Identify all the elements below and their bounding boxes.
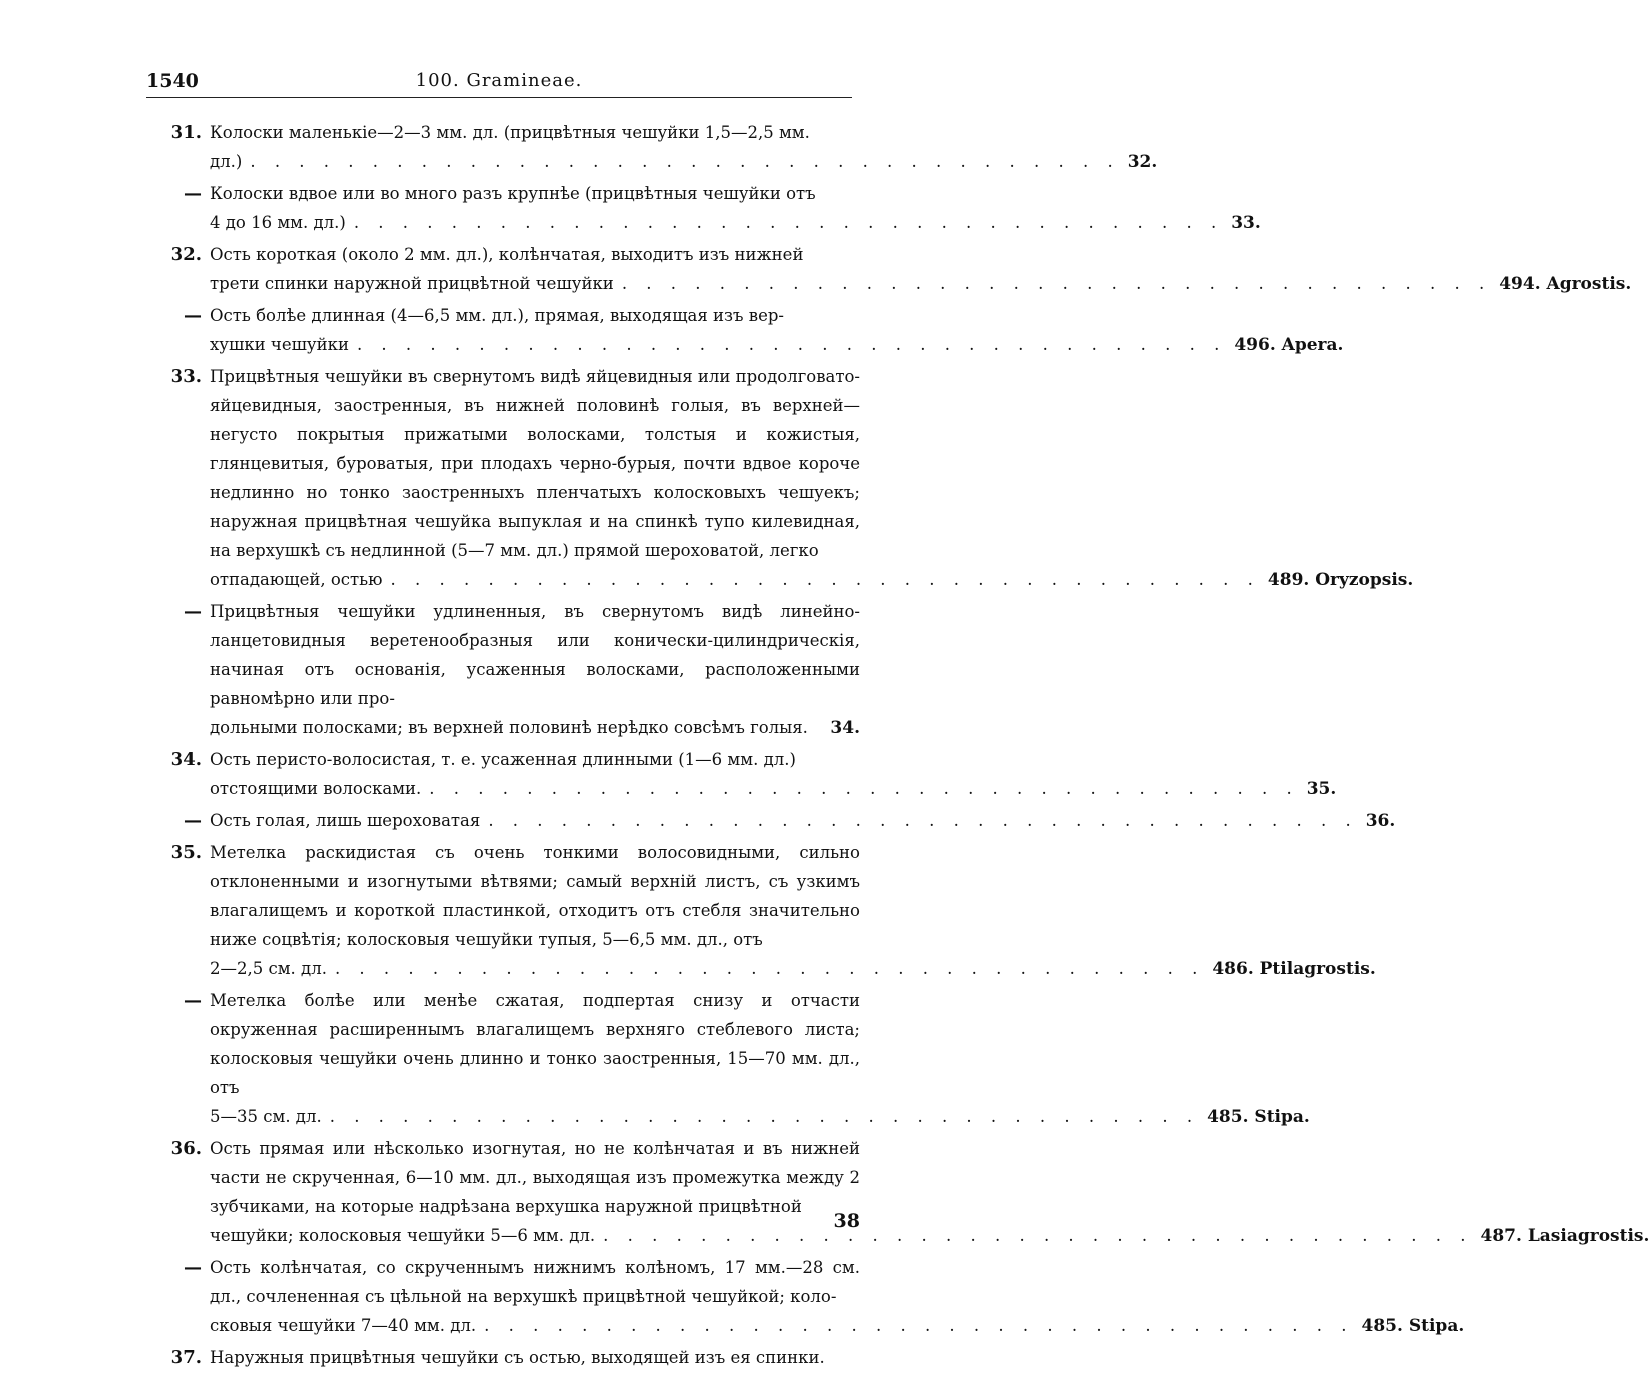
entry-lead-line — [210, 208, 1261, 238]
entry-text: Метелка болѣе или менѣе сжатая, подпертая снизу и отчасти окруженная расширеннымъ влагалищемъ верхняго стеблевого листа; колосковыя чешуйки очень длинно и тонко заостренныя, 15—70 мм. дл., отъ — [210, 991, 860, 1097]
entry-text: Метелка раскидистая съ очень тонкими волосовидными, сильно отклоненными и изогнутыми вѣтвями; самый верхній листъ, съ узкимъ влагалищемъ и короткой пластинкой, отходитъ отъ стебля значительно ниже соцвѣтія; колосковыя чешуйки тупыя, 5—6,5 мм. дл., отъ — [210, 843, 860, 949]
key-entry — [160, 745, 1337, 804]
entry-number: 32. — [170, 244, 202, 265]
entry-reference: 494. Agrostis. — [1499, 274, 1632, 294]
leader-dots: . . . . . . . . . . . . . . . . . . . . . . . . . . . . . . . . . . . . — [603, 1226, 1473, 1245]
entry-last-line: трети спинки наружной прицвѣтной чешуйки — [210, 274, 614, 293]
entry-last-line: сковыя чешуйки 7—40 мм. дл. — [210, 1316, 477, 1335]
entry-lead-line — [210, 565, 1414, 595]
entry-lead-line — [210, 1102, 1310, 1132]
running-title: 100. Gramineae. — [415, 70, 583, 91]
key-entry — [160, 240, 1632, 299]
catchword: 38 — [833, 1210, 860, 1232]
key-entry — [160, 838, 1376, 984]
key-entry — [160, 301, 1344, 360]
entry-number: — — [184, 990, 202, 1011]
leader-dots: . . . . . . . . . . . . . . . . . . . . . . . . . . . . . . . . . . . . — [621, 274, 1492, 293]
entry-text: Ость прямая или нѣсколько изогнутая, но не колѣнчатая и въ нижней части не скрученная, 6—10 мм. дл., выходящая изъ промежутка между 2 зубчиками, на которые надрѣзана верхушка наружной прицвѣтной — [210, 1139, 860, 1216]
key-entry — [160, 179, 1261, 238]
leader-dots: . . . . . . . . . . . . . . . . . . . . . . . . . . . . . . . . . . . . — [488, 811, 1358, 830]
entry-text: Ость колѣнчатая, со скрученнымъ нижнимъ колѣномъ, 17 мм.—28 см. дл., сочлененная съ цѣльной на верхушкѣ прицвѣтной чешуйкой; коло- — [210, 1258, 860, 1306]
entry-reference: 485. Stipa. — [1207, 1107, 1310, 1127]
entry-last-line: Ость голая, лишь шероховатая — [210, 811, 481, 830]
entry-number: — — [184, 1257, 202, 1278]
entry-number: — — [184, 305, 202, 326]
entry-lead-line — [210, 774, 1337, 804]
entry-text: Колоски вдвое или во много разъ крупнѣе (прицвѣтныя чешуйки отъ — [210, 184, 816, 203]
header-rule — [146, 97, 852, 98]
entry-reference: 33. — [1231, 213, 1261, 233]
entry-text: Прицвѣтныя чешуйки въ свернутомъ видѣ яйцевидныя или продолговато-яйцевидныя, заостренныя, въ нижней половинѣ голыя, въ верхней— негусто покрытыя прижатыми волосками, толстыя и кожистыя, глянцевитыя, буроватыя, при плодахъ черно-бурыя, почти вдвое короче недлинно но тонко заостренныхъ пленчатыхъ колосковыхъ чешуекъ; наружная прицвѣтная чешуйка выпуклая и на спинкѣ тупо килевидная, на верхушкѣ съ недлинной (5—7 мм. дл.) прямой шероховатой, легко — [210, 367, 861, 560]
entry-reference: 485. Stipa. — [1361, 1316, 1465, 1336]
entry-number: 36. — [170, 1138, 202, 1159]
leader-dots: . . . . . . . . . . . . . . . . . . . . . . . . . . . . . . . . . . . . — [484, 1316, 1354, 1335]
entry-lead-line — [210, 1221, 1649, 1251]
entry-number: 31. — [170, 122, 202, 143]
entry-last-line: 2—2,5 см. дл. — [210, 959, 327, 978]
entry-last-line: хушки чешуйки — [210, 335, 349, 354]
entry-text: Ость перисто-волосистая, т. е. усаженная длинными (1—6 мм. дл.) — [210, 750, 796, 769]
key-entry — [160, 986, 1310, 1132]
entry-text: Ость короткая (около 2 мм. дл.), колѣнчатая, выходитъ изъ нижней — [210, 245, 804, 264]
entry-reference: 496. Apera. — [1234, 335, 1344, 355]
entry-number: 35. — [170, 842, 202, 863]
entry-reference: 32. — [1127, 152, 1158, 172]
entry-last-line: дольными полосками; въ верхней половинѣ нерѣдко совсѣмъ голыя. — [210, 718, 808, 737]
key-entries — [160, 118, 1649, 1374]
entry-text: Колоски маленькіе—2—3 мм. дл. (прицвѣтныя чешуйки 1,5—2,5 мм. — [210, 123, 810, 142]
leader-dots: . . . . . . . . . . . . . . . . . . . . . . . . . . . . . . . . . . . . — [429, 779, 1299, 798]
entry-lead-line — [210, 330, 1344, 360]
entry-number: — — [184, 810, 202, 831]
entry-reference: 486. Ptilagrostis. — [1212, 959, 1376, 979]
entry-number: — — [184, 183, 202, 204]
key-entry — [160, 597, 860, 743]
entry-last-line: дл.) — [210, 152, 243, 171]
entry-number: 33. — [170, 366, 202, 387]
entry-lead-line — [210, 713, 860, 743]
entry-last-line: отпадающей, остью — [210, 570, 383, 589]
leader-dots: . . . . . . . . . . . . . . . . . . . . . . . . . . . . . . . . . . . . — [250, 152, 1120, 171]
key-entry — [160, 118, 1158, 177]
leader-dots: . . . . . . . . . . . . . . . . . . . . . . . . . . . . . . . . . . . . — [334, 959, 1205, 978]
entry-last-line: отстоящими волосками. — [210, 779, 422, 798]
leader-dots: . . . . . . . . . . . . . . . . . . . . . . . . . . . . . . . . . . . . — [353, 213, 1224, 232]
leader-dots: . . . . . . . . . . . . . . . . . . . . . . . . . . . . . . . . . . . . — [356, 335, 1227, 354]
entry-reference: 489. Oryzopsis. — [1267, 570, 1414, 590]
entry-reference: 36. — [1365, 811, 1396, 831]
entry-number: 37. — [170, 1347, 202, 1368]
entry-reference: 35. — [1306, 779, 1337, 799]
entry-reference: 34. — [830, 718, 860, 738]
entry-lead-line — [210, 1311, 1465, 1341]
entry-last-line: 4 до 16 мм. дл.) — [210, 213, 346, 232]
entry-text: Ость болѣе длинная (4—6,5 мм. дл.), прямая, выходящая изъ вер- — [210, 306, 784, 325]
entry-last-line: чешуйки; колосковыя чешуйки 5—6 мм. дл. — [210, 1226, 596, 1245]
leader-dots: . . . . . . . . . . . . . . . . . . . . . . . . . . . . . . . . . . . . — [390, 570, 1260, 589]
leader-dots: . . . . . . . . . . . . . . . . . . . . . . . . . . . . . . . . . . . . — [329, 1107, 1200, 1126]
page-number: 1540 — [146, 70, 199, 92]
key-entry — [160, 806, 1396, 836]
entry-last-line: 5—35 см. дл. — [210, 1107, 322, 1126]
key-entry — [160, 1134, 1649, 1251]
entry-reference: 487. Lasiagrostis. — [1480, 1226, 1649, 1246]
entry-lead-line — [210, 954, 1376, 984]
key-entry — [160, 1343, 860, 1372]
entry-lead-line — [210, 806, 1396, 836]
running-header — [146, 70, 852, 96]
entry-lead-line — [210, 147, 1158, 177]
key-entry — [160, 1253, 1465, 1341]
entry-lead-line — [210, 269, 1632, 299]
entry-number: 34. — [170, 749, 202, 770]
entry-text: Наружныя прицвѣтныя чешуйки съ остью, выходящей изъ ея спинки. — [210, 1348, 825, 1367]
key-entry — [160, 362, 1414, 595]
entry-text: Прицвѣтныя чешуйки удлиненныя, въ свернутомъ видѣ линейно-ланцетовидныя веретенообразныя или конически-цилиндрическія, начиная отъ основанія, усаженныя волосками, расположенными равномѣрно или про- — [210, 602, 860, 708]
entry-number: — — [184, 601, 202, 622]
